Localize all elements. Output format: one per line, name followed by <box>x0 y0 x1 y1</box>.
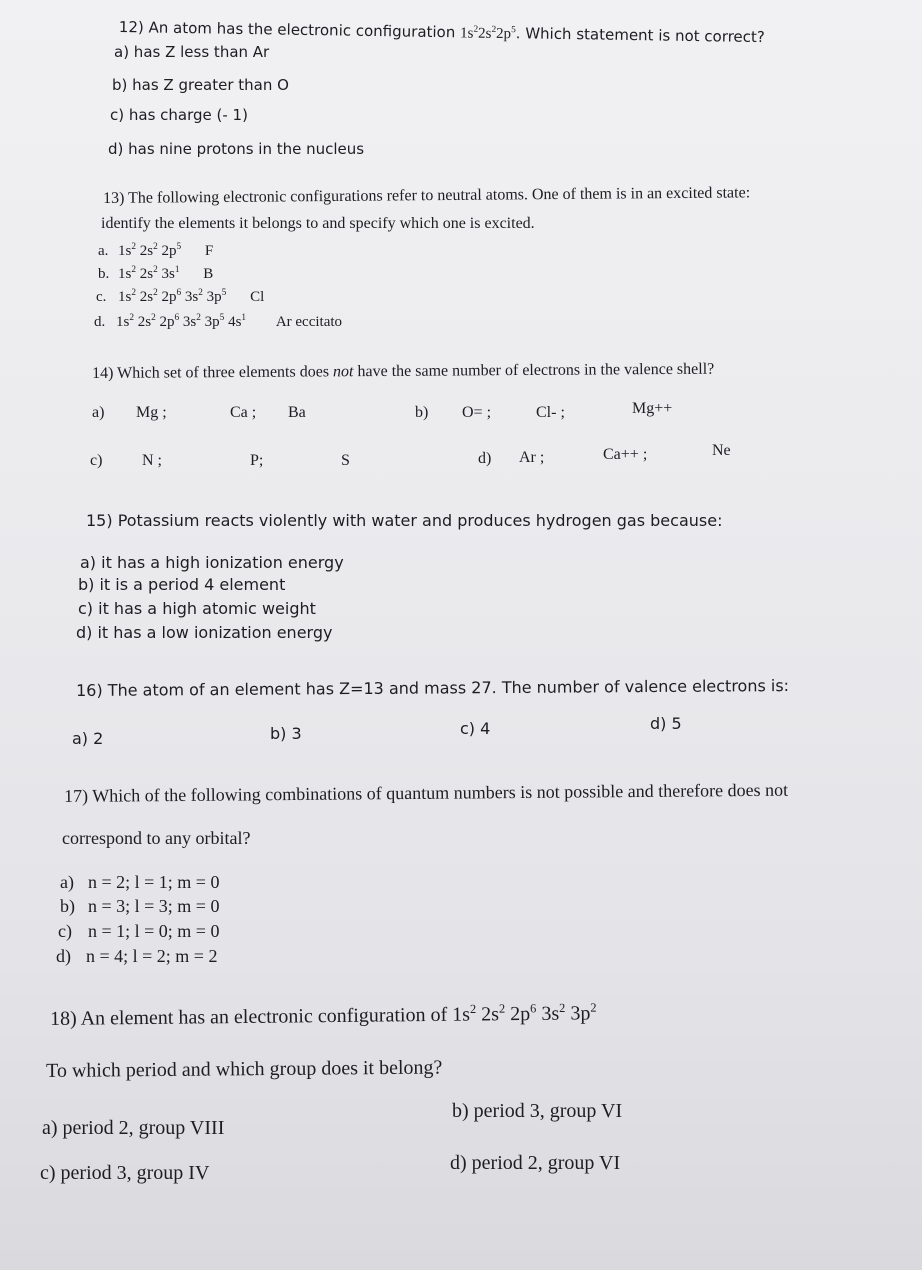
q12-config: $1s^22s^22p^5$ <box>459 24 516 43</box>
q13-stem-line1: 13) The following electronic configurations refer to neutral atoms. One of them is in an excited state: <box>103 184 751 207</box>
q14-option-c-item1: N ; <box>142 452 162 469</box>
q14-option-c-item2: P; <box>250 452 264 469</box>
q12-stem-text: 12) An atom has the electronic configuration <box>118 18 461 42</box>
q14-option-a-letter: a) <box>92 404 105 421</box>
q15-option-b: b) it is a period 4 element <box>78 575 286 594</box>
q14-option-b-item1: O= ; <box>462 404 492 421</box>
q18-option-a: a) period 2, group VIII <box>42 1117 225 1139</box>
q15-option-c: c) it has a high atomic weight <box>78 599 316 618</box>
q18-stem: 18) An element has an electronic configuration of $1s^2$ $2s^2$ $2p^6$ $3s^2$ $3p^2$ <box>50 1000 597 1030</box>
q17-stem-line1: 17) Which of the following combinations of quantum numbers is not possible and therefore does not <box>64 779 789 806</box>
q18-stem-line2: To which period and which group does it belong? <box>46 1056 443 1082</box>
q14-option-d-item1: Ar ; <box>519 449 545 466</box>
q15-option-a: a) it has a high ionization energy <box>80 553 344 572</box>
q18-config: $1s^2$ $2s^2$ $2p^6$ $3s^2$ $3p^2$ <box>452 1000 597 1026</box>
q12-option-d: d) has nine protons in the nucleus <box>108 140 365 158</box>
q17-stem-line2: correspond to any orbital? <box>62 828 251 848</box>
q15-stem: 15) Potassium reacts violently with water and produces hydrogen gas because: <box>86 511 723 530</box>
q13-item-a: a. $1s^2$ $2s^2$ $2p^5$ F <box>98 242 214 259</box>
q14-stem-not: not <box>332 363 354 381</box>
q12-stem-tail: . Which statement is not correct? <box>515 24 765 47</box>
q13-answer-b: B <box>203 266 214 282</box>
q12-option-a: a) has Z less than Ar <box>114 43 270 61</box>
q14-option-a-item1: Mg ; <box>136 404 167 421</box>
q13-config-d: $1s^2$ $2s^2$ $2p^6$ $3s^2$ $3p^5$ $4s^1$ <box>116 313 247 330</box>
q16-option-c: c) 4 <box>460 719 491 738</box>
q13-config-c: $1s^2$ $2s^2$ $2p^6$ $3s^2$ $3p^5$ <box>118 288 227 305</box>
q14-option-b-letter: b) <box>415 404 429 421</box>
q13-item-b: b. $1s^2$ $2s^2$ $3s^1$ B <box>98 265 214 282</box>
q13-answer-d: Ar eccitato <box>275 314 343 330</box>
q14-option-a-item2: Ca ; <box>230 404 257 421</box>
q14-option-d-item3: Ne <box>712 442 731 459</box>
q18-option-c: c) period 3, group IV <box>40 1162 210 1184</box>
q13-answer-a: F <box>204 243 214 259</box>
q14-option-c-letter: c) <box>90 452 103 469</box>
q16-stem: 16) The atom of an element has Z=13 and mass 27. The number of valence electrons is: <box>76 676 790 700</box>
q14-option-b-item3: Mg++ <box>632 400 673 417</box>
q16-option-b: b) 3 <box>270 724 302 743</box>
q13-answer-c: Cl <box>250 289 265 305</box>
q13-stem-line2: identify the elements it belongs to and specify which one is excited. <box>101 215 535 232</box>
q13-item-c: c. $1s^2$ $2s^2$ $2p^6$ $3s^2$ $3p^5$ Cl <box>96 288 265 305</box>
q16-option-d: d) 5 <box>650 714 682 733</box>
q14-option-d-letter: d) <box>478 450 492 467</box>
q16-option-a: a) 2 <box>72 729 104 748</box>
q13-item-d: d. $1s^2$ $2s^2$ $2p^6$ $3s^2$ $3p^5$ $4s^1$ Ar eccitato <box>94 313 343 330</box>
q12-option-c: c) has charge (- 1) <box>110 106 248 124</box>
q17-option-c: c) n = 1; l = 0; m = 0 <box>58 921 220 941</box>
q14-option-c-item3: S <box>341 452 350 469</box>
q17-option-b: b) n = 3; l = 3; m = 0 <box>60 896 220 916</box>
q14-stem: 14) Which set of three elements does not have the same number of electrons in the valence shell? <box>92 360 715 382</box>
q18-option-d: d) period 2, group VI <box>450 1152 621 1174</box>
q14-option-a-item3: Ba <box>288 404 306 421</box>
q15-option-d: d) it has a low ionization energy <box>76 623 333 642</box>
q14-option-d-item2: Ca++ ; <box>603 446 648 463</box>
q13-config-b: $1s^2$ $2s^2$ $3s^1$ <box>118 265 180 282</box>
q14-option-b-item2: Cl- ; <box>536 404 565 421</box>
q13-config-a: $1s^2$ $2s^2$ $2p^5$ <box>118 242 182 259</box>
q17-option-d: d) n = 4; l = 2; m = 2 <box>56 946 218 966</box>
q18-option-b: b) period 3, group VI <box>452 1100 623 1122</box>
q12-option-b: b) has Z greater than O <box>112 76 289 94</box>
q17-option-a: a) n = 2; l = 1; m = 0 <box>60 872 220 892</box>
